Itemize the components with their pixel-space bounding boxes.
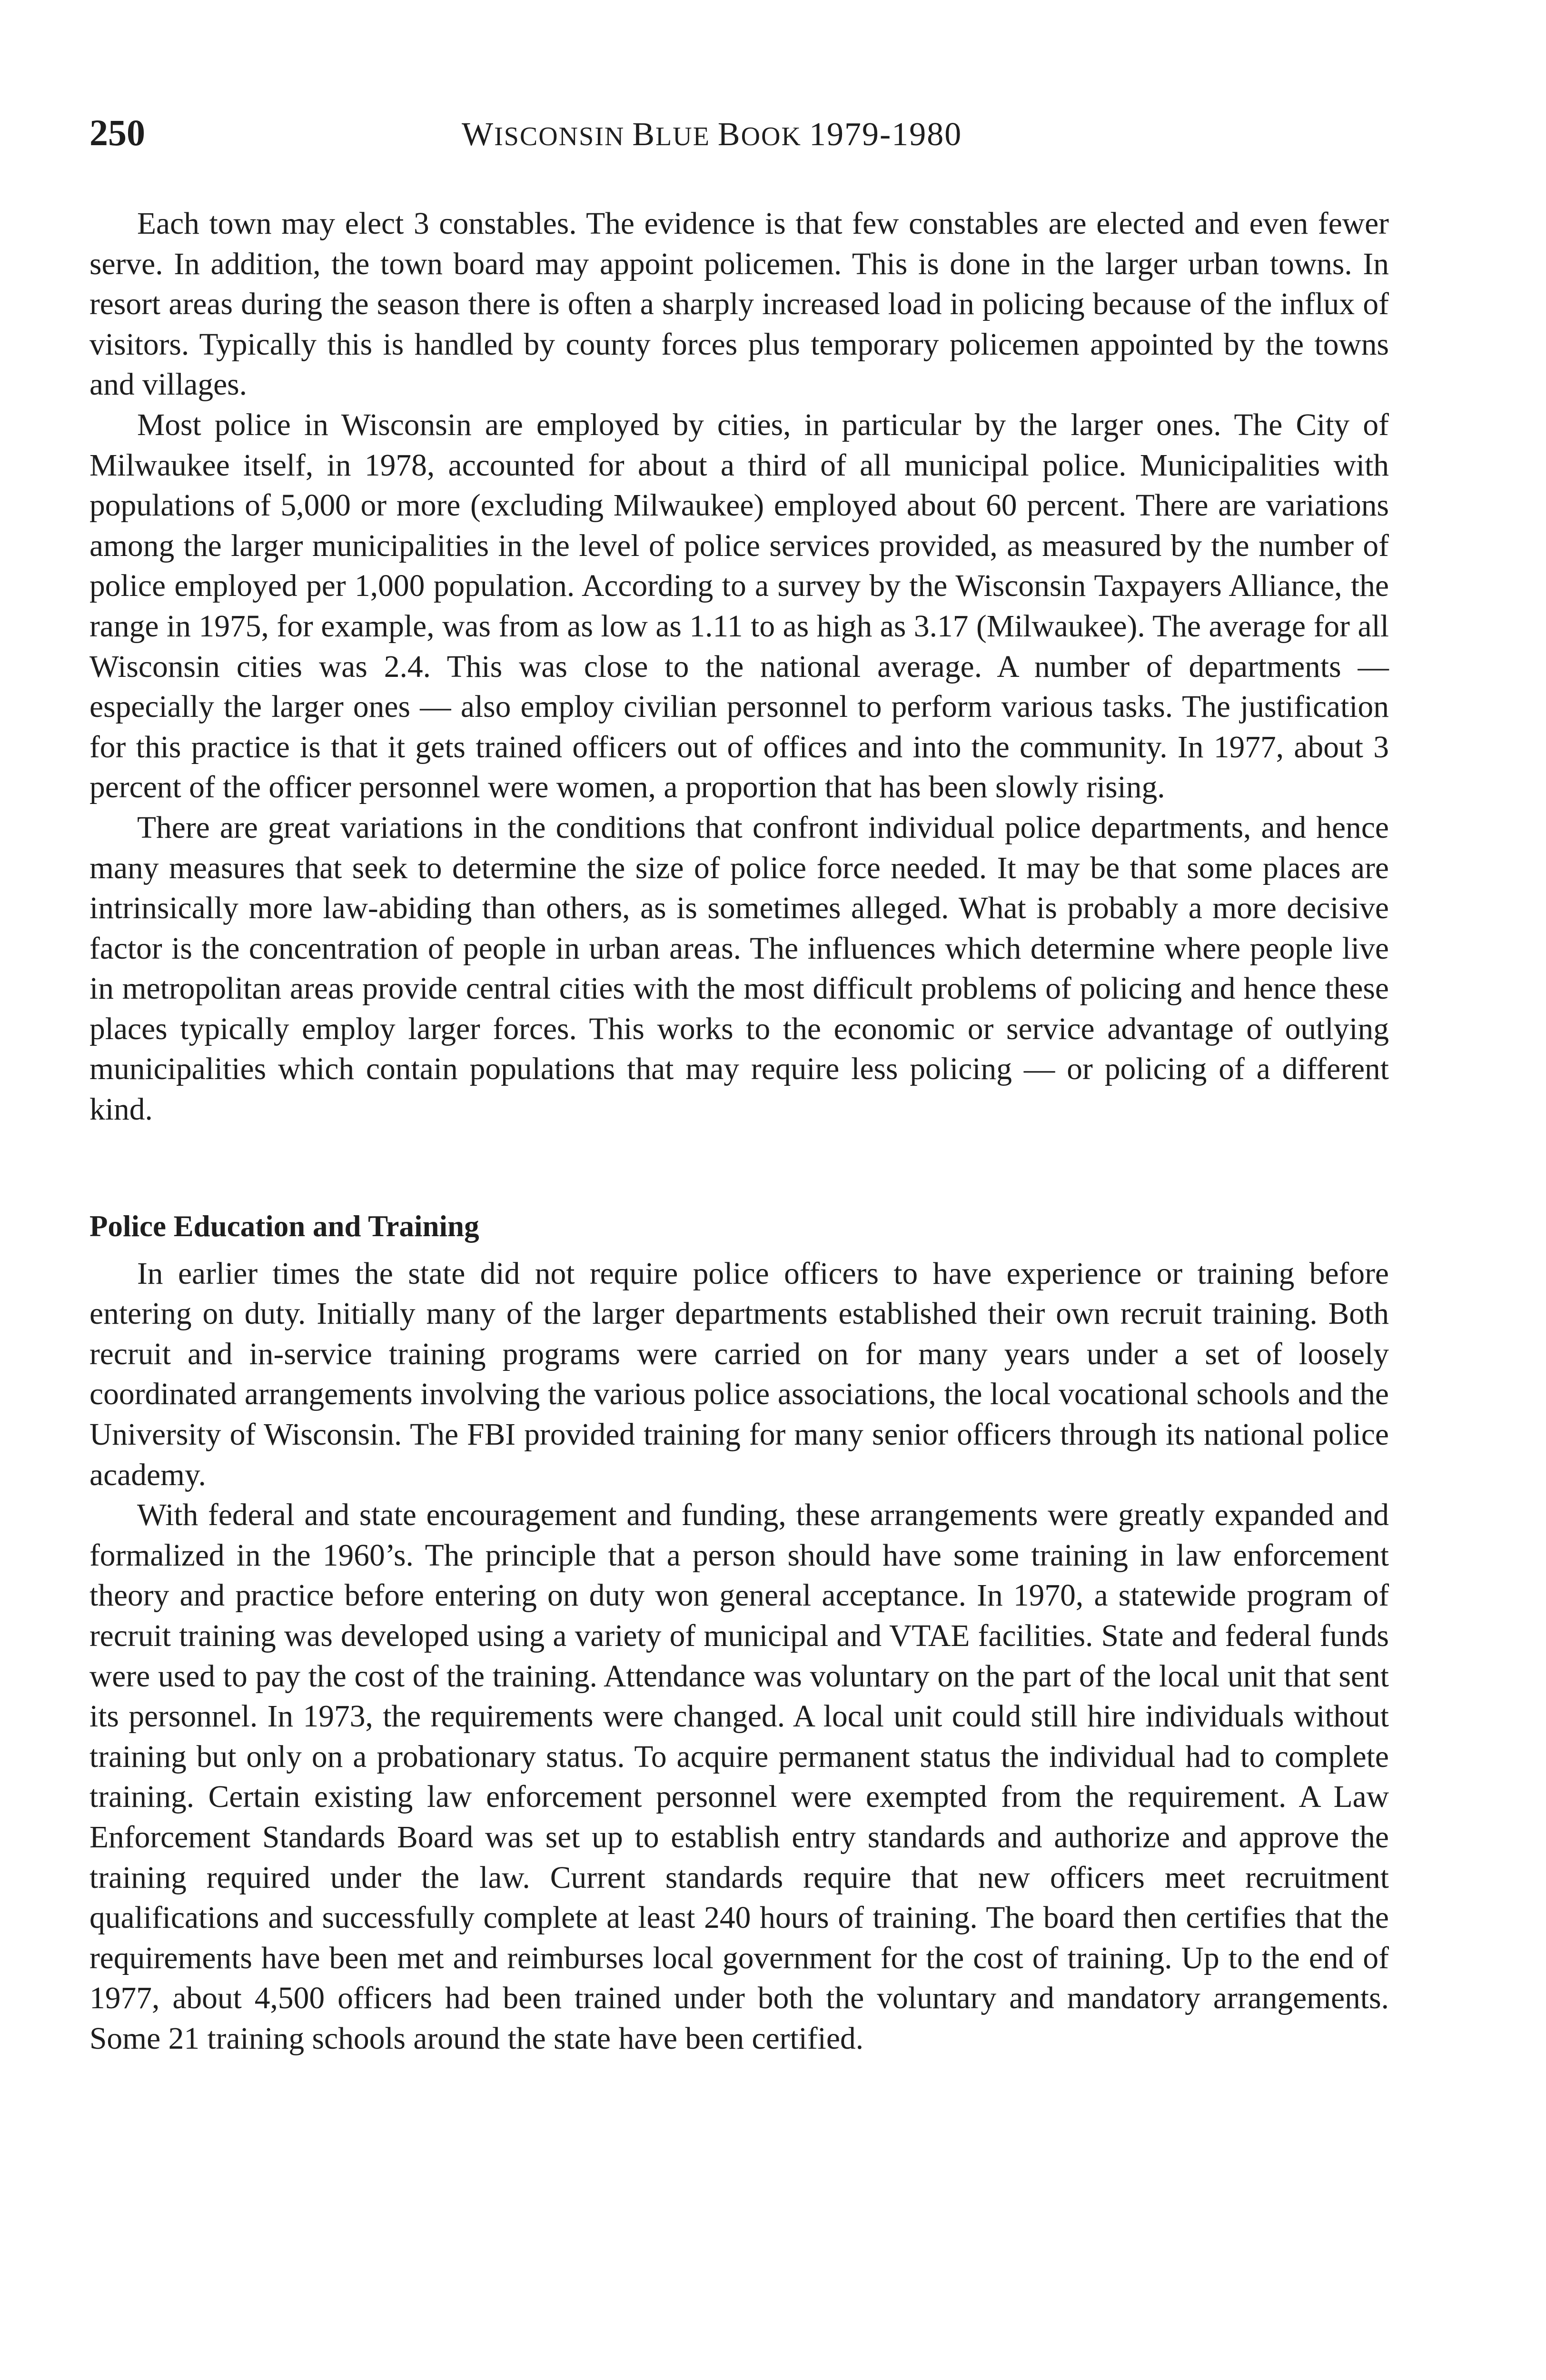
running-head-initial-b1: B xyxy=(632,116,656,153)
running-head-initial-w: W xyxy=(462,116,495,153)
paragraph-city-police: Most police in Wisconsin are employed by cities, in particular by the larger ones. The City of Milwaukee itself, in 1978, accounted for about a third of all municipal police. Municipalities with populations of 5,000 or more (excluding Milwaukee) employed about 60 percent. There are variations among the larger municipalities in the level of police services provided, as measured by the number of police employed per 1,000 population. According to a survey by the Wisconsin Taxpayers Alliance, the range in 1975, for example, was from as low as 1.11 to as high as 3.17 (Milwaukee). The average for all Wisconsin cities was 2.4. This was close to the national average. A number of departments — especially the larger ones — also employ civilian personnel to perform various tasks. The justification for this practice is that it gets trained officers out of offices and into the community. In 1977, about 3 percent of the officer personnel were women, a proportion that has been slowly rising. xyxy=(89,407,1389,805)
running-head-initial-b2: B xyxy=(717,116,741,153)
section-heading: Police Education and Training xyxy=(89,1209,479,1243)
page-number: 250 xyxy=(89,112,145,153)
running-head-smallcaps-lue: LUE xyxy=(655,122,718,151)
running-head xyxy=(462,118,962,151)
running-head-smallcaps-ook: OOK xyxy=(741,122,809,151)
paragraph-constables: Each town may elect 3 constables. The evidence is that few constables are elected and even fewer serve. In addition, the town board may appoint policemen. This is done in the larger urban towns. In resort areas during the season there is often a sharply increased load in policing because of the influx of visitors. Typically this is handled by county forces plus temporary policemen appointed by the towns and villages. xyxy=(89,207,1389,402)
running-head-year: 1979-1980 xyxy=(809,116,962,153)
paragraph-earlier-times: In earlier times the state did not require police officers to have experience or training before entering on duty. Initially many of the larger departments established their own recruit training. Both recruit and in-service training programs were carried on for many years under a set of loosely coordinated arrangements involving the various police associations, the local vocational schools and the University of Wisconsin. The FBI provided training for many senior officers through its national police academy. xyxy=(89,1256,1389,1492)
running-head-smallcaps-isconsin: ISCONSIN xyxy=(494,122,633,151)
paragraph-variations: There are great variations in the conditions that confront individual police departments, and hence many measures that seek to determine the size of police force needed. It may be that some places are intrinsically more law-abiding than others, as is sometimes alleged. What is probably a more decisive factor is the concentration of people in urban areas. The influences which determine where people live in metropolitan areas provide central cities with the most difficult problems of policing and hence these places typically employ larger forces. This works to the economic or service advantage of outlying municipalities which contain populations that may require less policing — or policing of a different kind. xyxy=(89,810,1389,1127)
body-text xyxy=(89,204,1389,2059)
paragraph-federal-funding: With federal and state encouragement and funding, these arrangements were greatly expanded and formalized in the 1960’s. The principle that a person should have some training in law enforcement theory and practice before entering on duty won general acceptance. In 1970, a statewide program of recruit training was developed using a variety of municipal and VTAE facilities. State and federal funds were used to pay the cost of the training. Attendance was voluntary on the part of the local unit that sent its personnel. In 1973, the requirements were changed. A local unit could still hire individuals without training but only on a probationary status. To acquire permanent status the individual had to complete training. Certain existing law enforcement personnel were exempted from the requirement. A Law Enforcement Standards Board was set up to establish entry standards and authorize and approve the training required under the law. Current standards require that new officers meet recruitment qualifications and successfully complete at least 240 hours of training. The board then certifies that the requirements have been met and reimburses local government for the cost of training. Up to the end of 1977, about 4,500 officers had been trained under both the voluntary and mandatory arrangements. Some 21 training schools around the state have been certified. xyxy=(89,1498,1389,2056)
